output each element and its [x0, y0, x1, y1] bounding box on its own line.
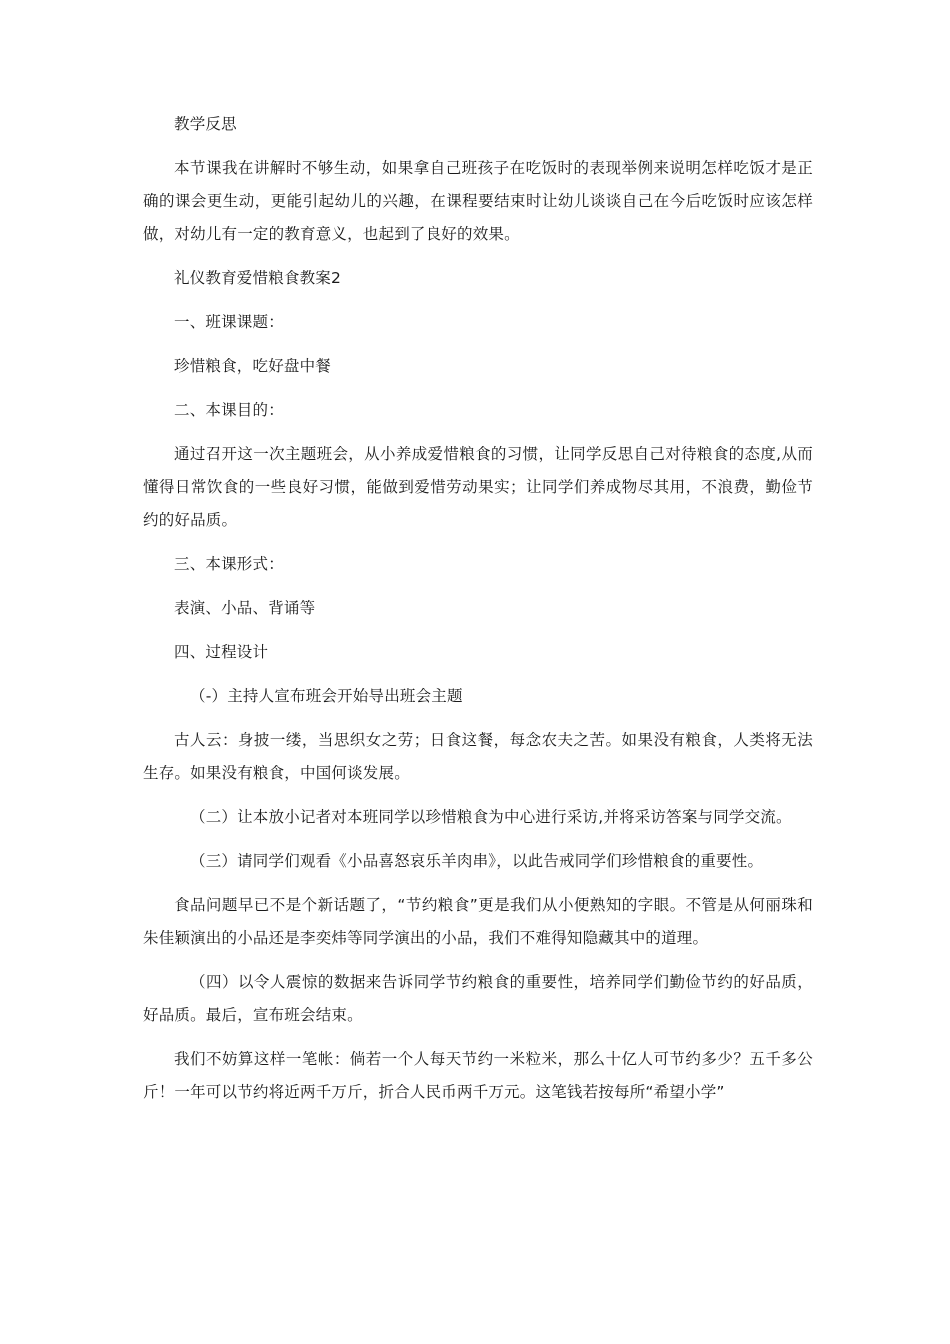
paragraph-purpose: 通过召开这一次主题班会，从小养成爱惜粮食的习惯，让同学反思自己对待粮食的态度,从而懂得日常饮食的一些良好习惯，能做到爱惜劳动果实；让同学们养成物尽其用，不浪费，勤俭节约的好品质。: [143, 445, 813, 529]
paragraph-calculation: 我们不妨算这样一笔帐：倘若一个人每天节约一米粒米，那么十亿人可节约多少？五千多公斤！一年可以节约将近两千万斤，折合人民币两千万元。这笔钱若按每所“希望小学”: [143, 1050, 813, 1101]
document-body: [143, 108, 813, 1109]
heading-purpose: 二、本课目的：: [174, 401, 284, 419]
heading-lesson-plan-2: 礼仪教育爱惜粮食教案2: [174, 269, 342, 287]
paragraph-food-issue: 食品问题早已不是个新话题了，“节约粮食”更是我们从小便熟知的字眼。不管是从何丽珠和朱佳颖演出的小品还是李奕炜等同学演出的小品，我们不难得知隐藏其中的道理。: [143, 896, 813, 947]
step-3: （三）请同学们观看《小品喜怒哀乐羊肉串》，以此告戒同学们珍惜粮食的重要性。: [190, 852, 764, 870]
step-2: （二）让本放小记者对本班同学以珍惜粮食为中心进行采访,并将采访答案与同学交流。: [190, 808, 792, 826]
heading-process: 四、过程设计: [174, 643, 269, 661]
paragraph-topic: 珍惜粮食，吃好盘中餐: [174, 357, 332, 375]
heading-format: 三、本课形式：: [174, 555, 284, 573]
heading-teaching-reflection: 教学反思: [174, 115, 237, 133]
step-4: （四）以令人震惊的数据来告诉同学节约粮食的重要性，培养同学们勤俭节约的好品质，好品质。最后，宣布班会结束。: [143, 973, 813, 1024]
paragraph-reflection: 本节课我在讲解时不够生动，如果拿自己班孩子在吃饭时的表现举例来说明怎样吃饭才是正确的课会更生动，更能引起幼儿的兴趣，在课程要结束时让幼儿谈谈自己在今后吃饭时应该怎样做，对幼儿有一定的教育意义，也起到了良好的效果。: [143, 159, 813, 243]
step-1: （-）主持人宣布班会开始导出班会主题: [190, 687, 463, 705]
paragraph-format: 表演、小品、背诵等: [174, 599, 316, 617]
paragraph-ancient-saying: 古人云：身披一缕，当思织女之劳；日食这餐，每念农夫之苦。如果没有粮食，人类将无法生存。如果没有粮食，中国何谈发展。: [143, 731, 813, 782]
heading-topic: 一、班课课题：: [174, 313, 284, 331]
